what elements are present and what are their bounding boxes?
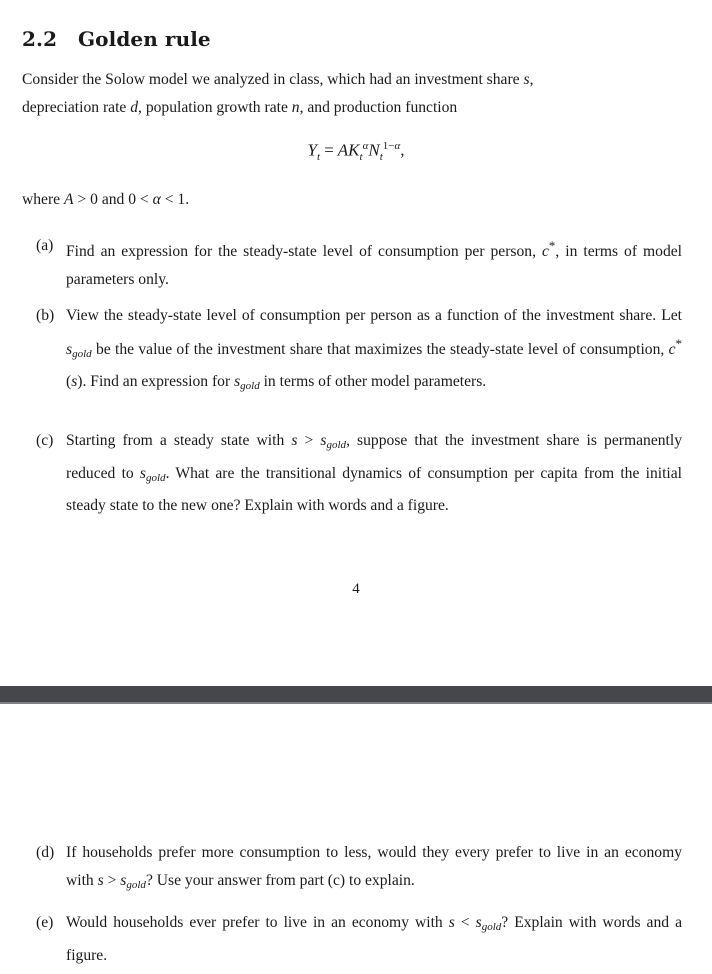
document-page-5	[0, 704, 712, 974]
part-a-text: Find an expression for the steady-state level of consumption per person, c*, in terms of model parameters only.	[66, 238, 683, 288]
section-title: Golden rule	[78, 27, 211, 51]
page-divider	[0, 686, 712, 704]
section-number: 2.2	[22, 27, 58, 51]
part-c	[36, 427, 682, 520]
parameter-conditions: where A > 0 and 0 < α < 1.	[22, 191, 190, 208]
part-b	[36, 302, 682, 401]
part-d-text: If households prefer more consumption to less, would they every prefer to live in an economy with $s > s_{gold}$? Use your answer from part (c) to explain.	[66, 844, 682, 891]
part-e-text: Would households ever prefer to live in an economy with $s < s_{gold}$? Explain with words and a figure.	[66, 914, 682, 964]
part-d-label: (d)	[36, 844, 55, 861]
part-a	[36, 232, 682, 293]
part-b-text: View the steady-state level of consumption per person as a function of the investment share. Let $s_{gold}$ be the value of the investment share that maximizes the steady-state level of consumption, c*(s). Find an expression for $s_{gold}$ in terms of other model parameters.	[66, 307, 682, 393]
part-e-label: (e)	[36, 914, 54, 931]
part-c-label: (c)	[36, 432, 54, 449]
part-b-label: (b)	[36, 307, 55, 324]
part-d	[36, 839, 682, 899]
production-function-equation: $Y_t = AK_t^\alpha N_t^{1-\alpha}$,	[307, 140, 405, 164]
intro-paragraph: Consider the Solow model we analyzed in class, which had an investment share s, depreciation rate d, population growth rate n, and production function	[22, 71, 534, 116]
part-e	[36, 909, 682, 969]
page-number: 4	[352, 581, 360, 597]
part-a-label: (a)	[36, 237, 54, 254]
section-heading	[22, 27, 211, 51]
part-c-text: Starting from a steady state with $s > s_{gold}$, suppose that the investment share is permanently reduced to $s_{gold}$. What are the transitional dynamics of consumption per capita from the initial steady state to the new one? Explain with words and a figure.	[66, 432, 682, 514]
